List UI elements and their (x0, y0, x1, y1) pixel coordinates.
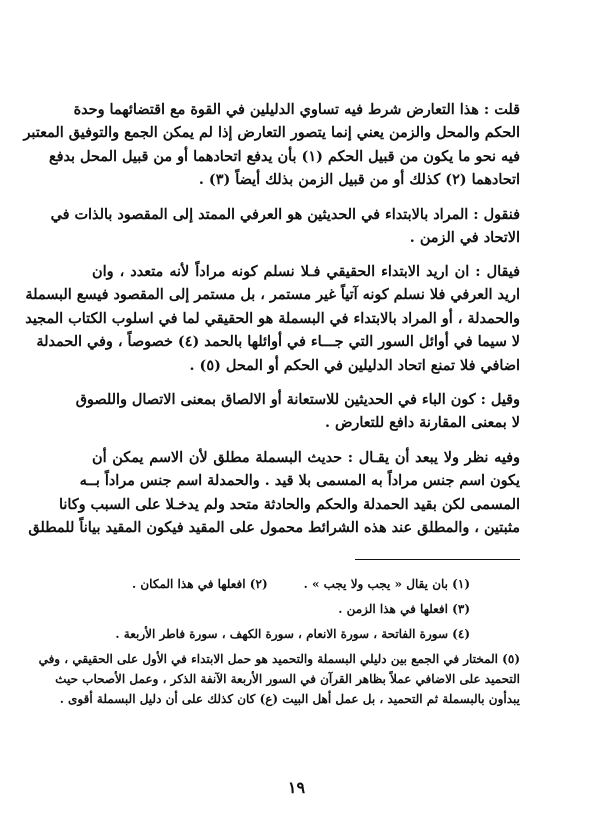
text-line: وفيه نظر ولا يبعد أن يقـال : حديث البسملة مطلق لأن الاسم يمكن أن (92, 449, 520, 466)
text-line: يكون اسم جنس مراداً به المسمى بلا قيد . والحمدلة اسم جنس مراداً بــه (79, 472, 520, 490)
text-line: اريد العرفي فلا نسلم كونه آتياً غير مستمر ، بل مستمر إلى المقصود فيسع البسملة (25, 286, 520, 304)
footnote-separator (355, 559, 520, 560)
footnotes (38, 574, 520, 709)
page-number: ١٩ (287, 778, 306, 797)
footnote-5-line: التحميد على الاضافي عملاً بظاهر القرآن في السور الأربعة الآنفة الذكر ، وعمل الأصحاب حيث (55, 672, 520, 686)
paragraph-3 (25, 260, 520, 377)
footnote-2: (٢) افعلها في هذا المكان . (132, 577, 268, 591)
footnote-5-line: يبدأون بالبسملة ثم التحميد ، بل عمل أهل البيت (ع) كان كذلك على أن دليل البسملة أقوى . (59, 692, 520, 706)
text-line: لا بمعنى المقارنة دافع للتعارض . (324, 414, 520, 432)
text-line: فنقول : المراد بالابتداء في الحديثين هو العرفي الممتد إلى المقصود بالذات في (50, 206, 520, 223)
footnote-3: (٣) افعلها في هذا الزمن . (338, 602, 470, 616)
paragraph-1 (23, 98, 520, 192)
text-line: مثبتين ، والمطلق عند هذه الشرائط محمول على المقيد فيكون المقيد بياناً للمطلق (28, 519, 520, 537)
paragraph-5 (28, 446, 520, 540)
text-line: الحكم والمحل والزمن يعني إنما يتصور التعارض إذا لم يمكن الجمع والتوفيق المعتبر (23, 124, 520, 142)
footnote-4: (٤) سورة الفاتحة ، سورة الانعام ، سورة الكهف ، سورة فاطر الأربعة . (115, 627, 470, 641)
text-line: لا سيما في أوائل السور التي جـــاء في أوائلها بالحمد (٤) خصوصاً ، وفي الحمدلة (36, 333, 520, 351)
text-line: المسمى لكن بقيد الحمدلة والحكم والحادثة متحد ولم يدخـلا على السبب وكانا (58, 495, 520, 513)
text-line: اتحادهما (٢) كذلك أو من قبيل الزمن بذلك أيضاً (٣) . (198, 171, 520, 189)
text-line: فيقال : ان اريد الابتداء الحقيقي فـلا نسلم كونه مراداً لأنه متعدد ، وان (92, 263, 520, 280)
footnote-5-line: (٥) المختار في الجمع بين دليلي البسملة والتحميد هو حمل الابتداء في الأول على الحقيقي ، وفي (38, 652, 520, 666)
text-line: قلت : هذا التعارض شرط فيه تساوي الدليلين في القوة مع اقتضائهما وحدة (73, 101, 520, 118)
text-line: فيه نحو ما يكون من قبيل الحكم (١) بأن يدفع اتحادهما أو من قبيل المحل بدفع (48, 147, 520, 165)
paragraph-4 (75, 388, 520, 435)
text-line: الاتحاد في الزمن . (409, 229, 520, 247)
footnote-row-1-2 (92, 574, 520, 594)
text-line: اضافي فلا تمنع اتحاد الدليلين في الحكم أو المحل (٥) . (189, 356, 520, 374)
paragraph-2 (50, 203, 520, 250)
text-line: وقيل : كون الباء في الحديثين للاستعانة أو الالصاق بمعنى الاتصال واللصوق (75, 391, 520, 408)
text-line: والحمدلة ، أو المراد بالابتداء في البسملة هو الحقيقي لما في اسلوب الكتاب المجيد (25, 309, 520, 327)
footnote-1: (١) بان يقال « يجب ولا يجب » . (303, 577, 470, 591)
